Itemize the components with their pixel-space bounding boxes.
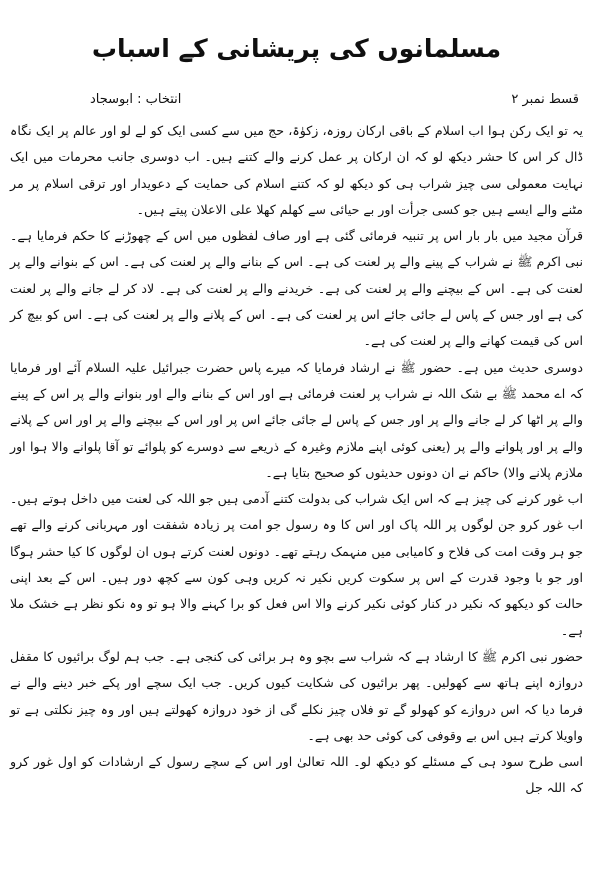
episode-number: قسط نمبر ۲ <box>511 92 579 107</box>
selection-credit: انتخاب : ابوسجاد <box>90 92 182 107</box>
article-title: مسلمانوں کی پریشانی کے اسباب <box>91 34 502 63</box>
paragraph: اب غور کرنے کی چیز ہے کہ اس ایک شراب کی بدولت کتنے آدمی ہیں جو اللہ کی لعنت میں داخل ہوتے ہیں۔ اب غور کرو جن لوگوں پر اللہ پاک اور اس کا وہ رسول جو امت پر زیادہ شفقت اور مہربانی کرنے والے تھے جو ہر وقت امت کی فلاح و کامیابی میں منہمک رہتے تھے۔ دونوں لعنت کرتے ہوں ان لوگوں کا کیا حشر ہوگا اور جو با وجود قدرت کے اس پر سکوت کریں نکیر نہ کریں وہی کون سے کچھ دور ہیں۔ اس کے بعد اپنی حالت کو دیکھو کہ نکیر در کنار کوئی نکیر کرنے والا اس فعل کو برا کہنے والا ہو تو وہ نکو نظر ہے خشک ملا ہے۔ <box>10 491 583 638</box>
paragraph: دوسری حدیث میں ہے۔ حضور ﷺ نے ارشاد فرمایا کہ میرے پاس حضرت جبرائیل علیہ السلام آئے اور فرمایا کہ اے محمد ﷺ بے شک اللہ نے شراب پر لعنت فرمائی ہے اور اس کے بنانے والے اور بنوانے والے پر اس کے پینے والے پر اٹھا کر لے جانے والے پر اور جس کے پاس لے جائی جائے اس پر اور اس کے بیچنے والے پر اور اس کے پلانے والے پر اور پلوانے والے پر (یعنی کوئی اپنے ملازم وغیرہ کے ذریعے سے دوسرے کو پلوائے تو آقا پلوانے والا ہوا اور ملازم پلانے والا) حاکم نے ان دونوں حدیثوں کو صحیح بتایا ہے۔ <box>10 359 583 480</box>
paragraph: یہ تو ایک رکن ہوا اب اسلام کے باقی ارکان روزہ، زکوٰۃ، حج میں سے کسی ایک کو لے لو اور عالم پر ایک نگاہ ڈال کر اس کا حشر دیکھ لو کہ ان ارکان پر عمل کرنے والے کتنے ہیں۔ اب دوسری جانب محرمات میں ایک نہایت معمولی سی چیز شراب ہی کو دیکھ لو کہ کتنے اسلام کی حمایت کے دعویدار اور ترقی اسلام پر مر مٹنے والے ایسے ہیں جو کسی جرأت اور بے حیائی سے کھلم کھلا علی الاعلان پیتے ہیں۔ <box>10 123 583 217</box>
paragraph: قرآن مجید میں بار بار اس پر تنبیہ فرمائی گئی ہے اور صاف لفظوں میں اس کے چھوڑنے کا حکم فرمایا ہے۔ نبی اکرم ﷺ نے شراب کے پینے والے پر لعنت کی ہے۔ اس کے بنانے والے پر لعنت کی ہے۔ اس کے بنوانے والے پر لعنت کی ہے۔ اس کے بیچنے والے پر لعنت کی ہے۔ خریدنے والے پر لعنت کی ہے۔ لاد کر لے جانے والے پر لعنت کی ہے اور جس کے پاس لے جائی جائے اس پر لعنت کی ہے۔ اس کے پلانے والے پر لعنت کی ہے۔ اس کو بیچ کر اس کی قیمت کھانے والے پر لعنت کی ہے۔ <box>10 228 583 349</box>
article-body <box>10 118 583 802</box>
paragraph: اسی طرح سود ہی کے مسئلے کو دیکھ لو۔ اللہ تعالیٰ اور اس کے سچے رسول کے ارشادات کو اول غور کرو کہ اللہ جل <box>10 754 583 796</box>
paragraph: حضور نبی اکرم ﷺ کا ارشاد ہے کہ شراب سے بچو وہ ہر برائی کی کنجی ہے۔ جب ہم لوگ برائیوں کا مقفل دروازہ اپنے ہاتھ سے کھولیں۔ پھر برائیوں کی شکایت کیوں کریں۔ جب ایک سچے اور پکے خبر دینے والے نے فرما دیا کہ اس دروازے کو کھولو گے تو فلاں چیز نکلے گی از خود دروازہ کھولتے ہیں اور وہ چیز نکلتی ہے تو واویلا کرتے ہیں اس بے وقوفی کی کوئی حد بھی ہے۔ <box>10 648 583 743</box>
